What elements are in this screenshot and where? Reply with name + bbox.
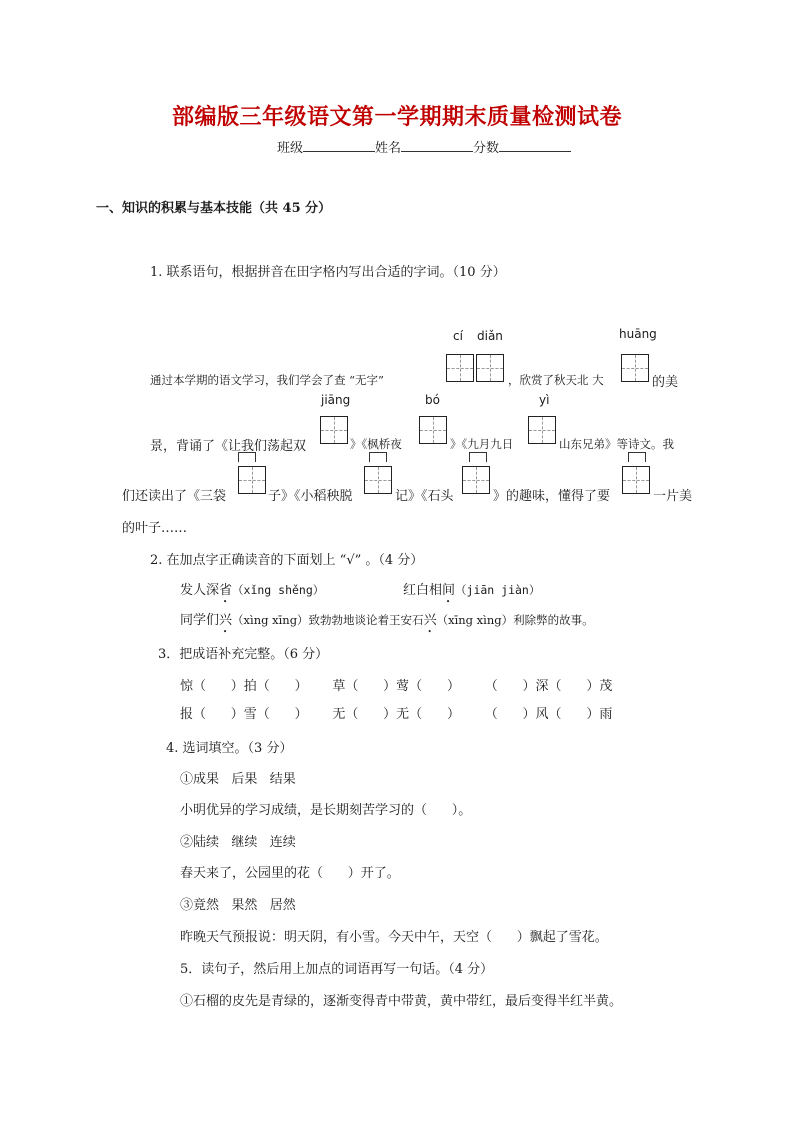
dotted-char: 间 [442,583,456,598]
dotted-char: 兴 [219,613,233,628]
q1-line2-a: 景，背诵了《让我们荡起双 [150,439,307,454]
q1-line2-b: 》《枫桥夜 [350,437,402,451]
q2-prompt: 2. 在加点字正确读音的下面划上 “√” 。（4 分） [150,553,424,568]
name-blank [401,139,473,152]
q1-line2-d: 山东兄弟》等诗文。我 [559,437,674,451]
class-blank [303,139,375,152]
tianzige-box-huang[interactable] [621,354,649,382]
student-info-line [277,137,571,156]
q1-line3-b: 子》《小稻秧脱 [268,489,353,504]
tianzige-box-jiang[interactable] [320,416,348,444]
tianzige-box-l3-3[interactable] [462,466,490,494]
q4-sentence-1: 小明优异的学习成绩，是长期刻苦学习的（ ）。 [180,803,472,818]
tianzige-box-bo[interactable] [419,416,447,444]
q1-line3-c: 记》《石头 [395,489,454,504]
q3-prompt: 3．把成语补充完整。（6 分） [158,647,329,662]
pinyin-cover-1 [238,452,256,462]
dotted-char: 兴 [423,613,437,628]
pinyin-bo: bó [425,393,440,407]
tianzige-box-l3-2[interactable] [364,466,392,494]
q1-line3-d: 》的趣味，懂得了要 [493,489,611,504]
q1-prompt: 1. 联系语句，根据拼音在田字格内写出合适的字词。（10 分） [150,265,506,280]
q3-row1: 惊（ ）拍（ ） 草（ ）莺（ ） （ ）深（ ）茂 [180,679,613,694]
score-blank [499,139,571,152]
q4-options-2: ②陆续 继续 连续 [180,835,296,850]
pinyin-huang: huāng [619,327,657,341]
q4-prompt: 4. 选词填空。（3 分） [166,741,293,756]
pinyin-cover-2 [369,452,387,462]
q4-sentence-2: 春天来了，公园里的花（ ）开了。 [180,866,400,881]
q1-line3-a: 们还读出了《三袋 [122,489,227,504]
tianzige-box-l3-4[interactable] [622,466,650,494]
pinyin-cover-4 [628,452,646,462]
dotted-char: 省 [219,583,233,598]
tianzige-box-dian[interactable] [476,354,504,382]
name-label: 姓名 [375,141,402,156]
q5-sentence-1: ①石榴的皮先是青绿的，逐渐变得青中带黄，黄中带红，最后变得半红半黄。 [180,994,623,1009]
tianzige-box-l3-1[interactable] [238,466,266,494]
q1-line4: 的叶子…… [122,521,188,536]
q2-row1-b: 红白相间（jiān jiàn） [403,583,541,598]
q2-row2: 同学们兴（xìng xīng）致勃勃地谈论着王安石兴（xīng xìng）利除弊的故事。 [180,613,594,628]
class-label: 班级 [277,141,304,156]
score-label: 分数 [473,141,500,156]
q1-line3-e: 一片美 [653,489,693,504]
q2-row1-a: 发人深省（xǐng shěng） [180,583,325,598]
q1-line1-a: 通过本学期的语文学习，我们学会了查 “无字” [150,373,384,387]
q1-line1-b: ，欣赏了秋天北 大 [508,373,604,387]
tianzige-box-yi[interactable] [528,416,556,444]
q5-prompt: 5．读句子，然后用上加点的词语再写一句话。（4 分） [180,962,494,977]
pinyin-jiang: jiāng [321,393,351,407]
tianzige-box-ci[interactable] [446,354,474,382]
page-title: 部编版三年级语文第一学期期末质量检测试卷 [171,105,622,130]
q4-sentence-3: 昨晚天气预报说：明天阴，有小雪。今天中午，天空（ ）飘起了雪花。 [180,930,608,945]
q4-options-1: ①成果 后果 结果 [180,772,296,787]
pinyin-cover-3 [469,452,487,462]
q3-row2: 报（ ）雪（ ） 无（ ）无（ ） （ ）风（ ）雨 [180,707,613,722]
q1-line2-c: 》《九月九日 [450,437,514,451]
pinyin-ci: cí [453,329,463,343]
q1-line1-c: 的美 [652,375,679,390]
pinyin-yi: yì [539,393,550,407]
pinyin-dian: diǎn [477,329,503,343]
section-heading: 一、知识的积累与基本技能（共 45 分） [96,201,332,216]
q4-options-3: ③竟然 果然 居然 [180,898,296,913]
